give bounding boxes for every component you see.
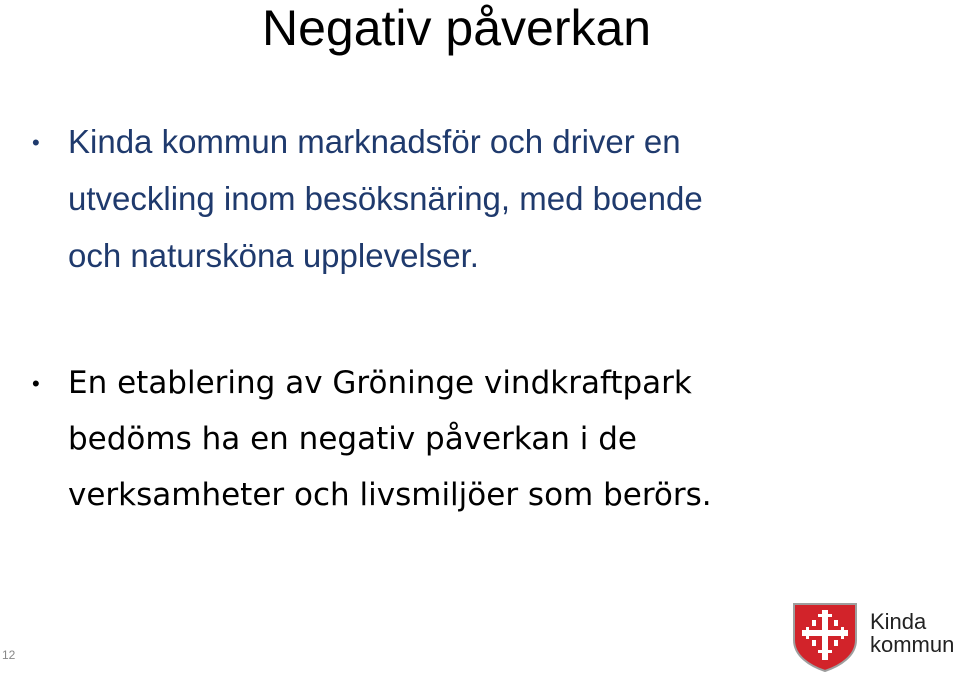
- bullet-marker: •: [32, 130, 40, 155]
- bullet-line: verksamheter och livsmiljöer som berörs.: [68, 477, 712, 513]
- bullet-line: utveckling inom besöksnäring, med boende: [68, 180, 703, 217]
- logo-line-1: Kinda: [870, 609, 927, 634]
- bullet-text-1: [68, 113, 703, 284]
- kinda-kommun-logo: [790, 600, 959, 672]
- slide-title: Negativ påverkan: [262, 0, 652, 56]
- bullet-line: Kinda kommun marknadsför och driver en: [68, 123, 681, 160]
- shield-cross-icon: [790, 600, 860, 672]
- bullet-marker: •: [32, 371, 40, 396]
- bullet-line: och natursköna upplevelser.: [68, 237, 479, 274]
- bullet-line: En etablering av Gröninge vindkraftpark: [68, 365, 692, 401]
- bullet-text-2: [68, 355, 712, 523]
- bullet-line: bedöms ha en negativ påverkan i de: [68, 421, 637, 457]
- slide-number: 12: [2, 648, 16, 662]
- logo-wordmark: [870, 610, 954, 656]
- logo-line-2: kommun: [870, 632, 955, 657]
